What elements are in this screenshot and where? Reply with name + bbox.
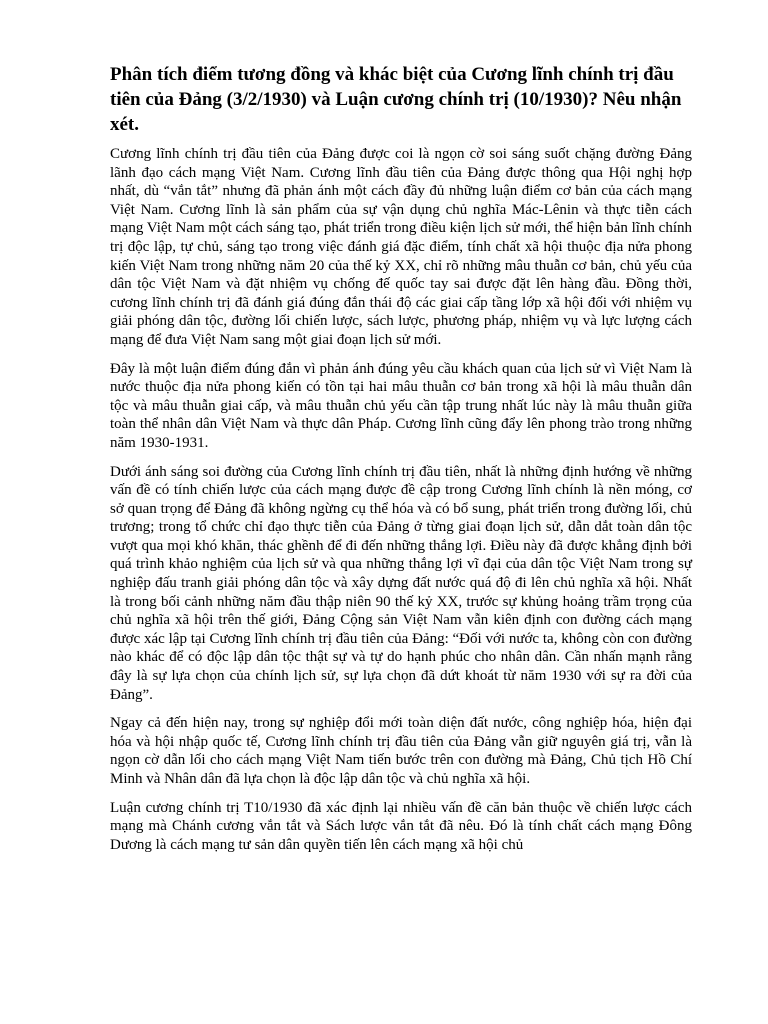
paragraph-2: Đây là một luận điểm đúng đắn vì phản ánh đúng yêu cầu khách quan của lịch sử vì Việt Nam là nước thuộc địa nửa phong kiến có tồn tại hai mâu thuẫn cơ bản trong xã hội là mâu thuẫn dân tộc và mâu thuẫn giai cấp, và mâu thuẫn chủ yếu cần tập trung nhất lúc này là mâu thuẫn giữa toàn thể nhân dân Việt Nam và thực dân Pháp. Cương lĩnh cũng đẩy lên phong trào trong những năm 1930-1931. [110, 360, 692, 451]
paragraph-4: Ngay cả đến hiện nay, trong sự nghiệp đổi mới toàn diện đất nước, công nghiệp hóa, hiện đại hóa và hội nhập quốc tế, Cương lĩnh chính trị đầu tiên của Đảng vẫn giữ nguyên giá trị, vẫn là ngọn cờ dẫn lối cho cách mạng Việt Nam tiến bước trên con đường mà Đảng, Chủ tịch Hồ Chí Minh và Nhân dân đã lựa chọn là độc lập dân tộc và chủ nghĩa xã hội. [110, 715, 692, 787]
document-title: Phân tích điểm tương đồng và khác biệt của Cương lĩnh chính trị đầu tiên của Đảng (3/2/1930) và Luận cương chính trị (10/1930)? Nêu nhận xét. [110, 64, 682, 135]
paragraph-3: Dưới ánh sáng soi đường của Cương lĩnh chính trị đầu tiên, nhất là những định hướng về những vấn đề có tính chiến lược của cách mạng được đề cập trong Cương lĩnh chính là nền móng, cơ sở quan trọng để Đảng đã không ngừng cụ thể hóa và có bổ sung, phát triển trong đường lối, chủ trương; trong tổ chức chỉ đạo thực tiễn của Đảng ở từng giai đoạn lịch sử, dẫn dắt toàn dân tộc vượt qua mọi khó khăn, thác ghềnh để đi đến những thắng lợi. Điều này đã được khẳng định bởi quá trình khảo nghiệm của lịch sử và qua những thắng lợi vĩ đại của dân tộc Việt Nam trong sự nghiệp đấu tranh giải phóng dân tộc và xây dựng đất nước quá độ đi lên chủ nghĩa xã hội. Nhất là trong bối cảnh những năm đầu thập niên 90 thế kỷ XX, trước sự khủng hoảng trầm trọng của chủ nghĩa xã hội trên thế giới, Đảng Cộng sản Việt Nam vẫn kiên định con đường cách mạng được xác lập tại Cương lĩnh chính trị đầu tiên của Đảng: “Đối với nước ta, không còn con đường nào khác để có độc lập dân tộc thật sự và tự do hạnh phúc cho nhân dân. Cần nhấn mạnh rằng đây là sự lựa chọn của chính lịch sử, sự lựa chọn đã dứt khoát từ năm 1930 với sự ra đời của Đảng”. [110, 463, 692, 703]
paragraph-1: Cương lĩnh chính trị đầu tiên của Đảng được coi là ngọn cờ soi sáng suốt chặng đường Đảng lãnh đạo cách mạng Việt Nam. Cương lĩnh đầu tiên của Đảng được thông qua Hội nghị hợp nhất, dù “vắn tắt” nhưng đã phản ánh một cách đầy đủ những luận điểm cơ bản của cách mạng Việt Nam. Cương lĩnh là sản phẩm của sự vận dụng chủ nghĩa Mác-Lênin và thực tiễn cách mạng Việt Nam một cách sáng tạo, phát triển trong điều kiện lịch sử mới, thể hiện bản lĩnh chính trị độc lập, tự chủ, sáng tạo trong việc đánh giá đặc điểm, tính chất xã hội thuộc địa nửa phong kiến Việt Nam trong những năm 20 của thế kỷ XX, chỉ rõ những mâu thuẫn cơ bản, chủ yếu của dân tộc Việt Nam và đặt nhiệm vụ chống đế quốc tay sai được đặt lên hàng đầu. Đồng thời, cương lĩnh chính trị đã đánh giá đúng đắn thái độ các giai cấp tầng lớp xã hội đối với nhiệm vụ giải phóng dân tộc, đường lối chiến lược, sách lược, phương pháp, nhiệm vụ và lực lượng cách mạng để đưa Việt Nam sang một giai đoạn lịch sử mới. [110, 146, 692, 348]
document-page [110, 62, 692, 864]
paragraph-5: Luận cương chính trị T10/1930 đã xác định lại nhiều vấn đề căn bản thuộc về chiến lược cách mạng mà Chánh cương vắn tắt và Sách lược vắn tắt đã nêu. Đó là tính chất cách mạng Đông Dương là cách mạng tư sản dân quyền tiến lên cách mạng xã hội chủ [110, 799, 692, 853]
